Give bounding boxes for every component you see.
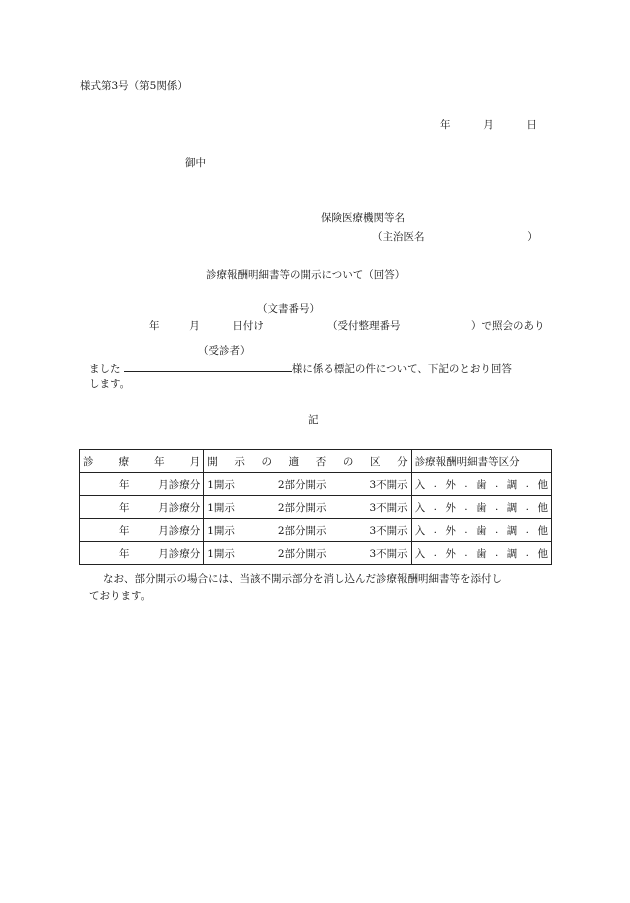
date-year: 年 — [440, 119, 451, 131]
document-title: 診療報酬明細書等の開示について（回答） — [206, 269, 406, 281]
note-line-2: ております。 — [89, 590, 152, 602]
header-char: 年 — [154, 455, 165, 468]
cat-dental[interactable]: 歯 — [476, 547, 487, 560]
disclosure-cell — [204, 519, 411, 542]
statement-type-cell: 入 . 外 . 歯 . 調 . 他 — [411, 542, 551, 565]
cat-other[interactable]: 他 — [537, 501, 548, 514]
body-line-2: します。 — [89, 378, 131, 390]
cat-other[interactable]: 他 — [537, 547, 548, 560]
receipt-number-label: （受付整理番号 — [327, 320, 401, 332]
cat-pharmacy[interactable]: 調 — [506, 524, 518, 537]
ref-year: 年 — [149, 320, 160, 332]
body-line-1 — [89, 360, 512, 376]
header-char: 適 — [288, 455, 300, 468]
ref-dated: 日付け — [232, 320, 264, 332]
note-line-1: なお、部分開示の場合には、当該不開示部分を消し込んだ診療報酬明細書等を添付し — [103, 573, 502, 585]
body-text-1: 様に係る標記の件について、下記のとおり回答 — [291, 363, 512, 375]
header-char: 療 — [118, 455, 130, 468]
option-partial[interactable]: 2部分開示 — [277, 547, 327, 560]
header-disclosure-category — [207, 454, 407, 469]
ki-heading: 記 — [308, 414, 319, 426]
disclosure-table — [79, 449, 552, 565]
disclosure-cell — [204, 473, 411, 496]
option-disclose[interactable]: 1開示 — [207, 478, 235, 491]
header-char: 分 — [397, 455, 408, 468]
statement-type-cell: 入 . 外 . 歯 . 調 . 他 — [411, 519, 551, 542]
date-day: 日 — [526, 119, 537, 131]
institution-label: 保険医療機関等名 — [321, 212, 405, 224]
patient-name-underline — [124, 360, 292, 372]
cat-dental[interactable]: 歯 — [476, 501, 487, 514]
doc-number-label: （文書番号） — [257, 303, 320, 315]
patient-label: （受診者） — [198, 345, 251, 357]
row-month: 月診療分 — [158, 501, 201, 514]
row-month: 月診療分 — [158, 547, 201, 560]
disclosure-cell — [204, 496, 411, 519]
header-char: 月 — [189, 455, 201, 468]
option-nondisclose[interactable]: 3不開示 — [369, 547, 408, 560]
cat-pharmacy[interactable]: 調 — [506, 501, 518, 514]
table-row — [80, 519, 552, 542]
option-disclose[interactable]: 1開示 — [207, 547, 235, 560]
disclosure-cell — [204, 542, 411, 565]
option-partial[interactable]: 2部分開示 — [277, 501, 327, 514]
cat-out[interactable]: 外 — [445, 524, 456, 537]
addressee-suffix: 御中 — [185, 157, 206, 169]
option-nondisclose[interactable]: 3不開示 — [369, 478, 408, 491]
cat-other[interactable]: 他 — [537, 524, 548, 537]
cat-in[interactable]: 入 — [414, 524, 426, 537]
header-char: の — [342, 455, 354, 468]
cat-in[interactable]: 入 — [414, 547, 426, 560]
cat-dental[interactable]: 歯 — [476, 478, 487, 491]
option-disclose[interactable]: 1開示 — [207, 524, 235, 537]
form-number: 様式第3号（第5関係） — [80, 80, 188, 92]
cat-pharmacy[interactable]: 調 — [506, 547, 518, 560]
option-nondisclose[interactable]: 3不開示 — [369, 524, 408, 537]
date-line — [440, 118, 537, 132]
doctor-name-line — [372, 230, 538, 244]
header-cell-statement-type — [411, 450, 551, 473]
cat-other[interactable]: 他 — [537, 478, 548, 491]
treatment-month-cell — [80, 496, 204, 519]
row-year: 年 — [119, 501, 130, 514]
row-year: 年 — [119, 478, 130, 491]
date-month: 月 — [483, 119, 494, 131]
header-char: 示 — [234, 455, 245, 468]
header-treatment-month — [83, 454, 200, 469]
statement-type-cell: 入 . 外 . 歯 . 調 . 他 — [411, 473, 551, 496]
table-row — [80, 473, 552, 496]
option-partial[interactable]: 2部分開示 — [277, 524, 327, 537]
option-partial[interactable]: 2部分開示 — [277, 478, 327, 491]
treatment-month-cell — [80, 519, 204, 542]
row-month: 月診療分 — [158, 478, 201, 491]
cat-pharmacy[interactable]: 調 — [506, 478, 518, 491]
inquiry-text: ）で照会のあり — [471, 320, 545, 332]
header-cell-disclosure — [204, 450, 411, 473]
header-char: 区 — [370, 455, 381, 468]
statement-type-cell: 入 . 外 . 歯 . 調 . 他 — [411, 496, 551, 519]
table-row — [80, 496, 552, 519]
header-char: 否 — [315, 455, 327, 468]
cat-in[interactable]: 入 — [414, 478, 426, 491]
header-statement-category — [415, 454, 548, 469]
ref-month: 月 — [189, 320, 200, 332]
header-statement-text: 診療報酬明細書等区分 — [414, 455, 520, 468]
row-month: 月診療分 — [158, 524, 201, 537]
table-row — [80, 542, 552, 565]
option-disclose[interactable]: 1開示 — [207, 501, 235, 514]
treatment-month-cell — [80, 542, 204, 565]
table-header-row — [80, 450, 552, 473]
cat-out[interactable]: 外 — [445, 478, 456, 491]
row-year: 年 — [119, 547, 130, 560]
ref-date-line — [149, 319, 264, 333]
header-char: の — [261, 455, 272, 468]
header-char: 開 — [207, 455, 218, 468]
header-char: 診 — [83, 455, 94, 468]
doctor-name-close: ） — [527, 231, 538, 243]
cat-dental[interactable]: 歯 — [476, 524, 487, 537]
doctor-name-open: （主治医名 — [372, 231, 425, 243]
header-cell-treatment-month — [80, 450, 204, 473]
treatment-month-cell — [80, 473, 204, 496]
row-year: 年 — [119, 524, 130, 537]
cat-in[interactable]: 入 — [414, 501, 426, 514]
option-nondisclose[interactable]: 3不開示 — [369, 501, 408, 514]
cat-out[interactable]: 外 — [445, 547, 456, 560]
cat-out[interactable]: 外 — [445, 501, 456, 514]
mashita-text: ました — [89, 363, 121, 375]
